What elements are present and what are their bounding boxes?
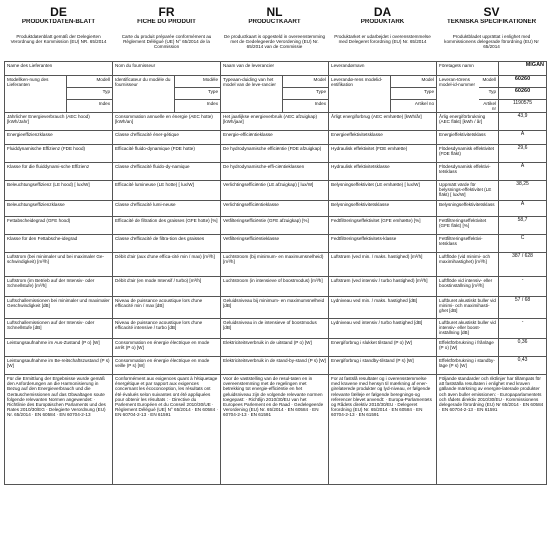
row-le-class	[5, 200, 547, 216]
label-type-de: Typ	[67, 87, 113, 99]
row-eec	[5, 130, 547, 144]
label-aec-fr: Consommation annuelle en énergie (AEC hotte) [kWh/an]	[113, 112, 221, 130]
row-gfe-class	[5, 234, 547, 252]
language-codes-row	[5, 6, 547, 19]
label-supplier-fr: Nom du fournisseur	[113, 61, 221, 75]
label-off-power-sv: Effektförbrukning i frånläge (P o) [W]	[437, 338, 499, 356]
value-eec: A	[499, 130, 547, 144]
label-le-sv: Uppmätt värde för belysnings-effektivitet (LE fläkt) [ lux/W]	[437, 180, 499, 200]
value-boost-airflow: -	[499, 276, 547, 296]
title-da: PRODUKTARK	[360, 19, 405, 25]
row-model	[5, 75, 547, 87]
label-boost-airflow-nl: Luchtstroom (in intensieve of boostmodus) [m³/h]	[221, 276, 329, 296]
label-le-class-de: Beleuchtungseffizienzklasse	[5, 200, 113, 216]
lang-code-sv: SV	[483, 6, 500, 19]
sv-model-subtable	[437, 76, 498, 112]
row-aec	[5, 112, 547, 130]
label-fde-da: Hydraulisk effektivitet (FDE emhætte)	[329, 144, 437, 162]
row-boost-noise	[5, 318, 547, 338]
label-type-sv: Typ	[479, 87, 498, 99]
label-gfe-sv: Fettfiltreringseffektivitet (GFE fläkt) [%]	[437, 216, 499, 234]
title-fr: FICHE DU PRODUIT	[137, 19, 196, 25]
label-gfe-class-fr: Classe d'efficacité de filtra-tion des graisses	[113, 234, 221, 252]
value-type: 60260	[499, 87, 547, 99]
label-aec-de: Jährlicher Energieverbrauch (AEC hood) [kWh/Jahr]	[5, 112, 113, 130]
row-standards-notes	[5, 374, 547, 484]
value-le: 38,25	[499, 180, 547, 200]
label-gfe-class-da: Fedtfiltreringseffektivitets-klasse	[329, 234, 437, 252]
row-boost-airflow	[5, 276, 547, 296]
value-gfe: 58,7	[499, 216, 547, 234]
label-eec-da: Energieeffektivitetsklasse	[329, 130, 437, 144]
label-type-fr: Type	[175, 87, 221, 99]
label-fde-class-de: Klasse für die fluiddynami-sche Effizienz	[5, 162, 113, 180]
label-model-sv: Modell	[479, 76, 498, 88]
label-le-class-da: Belysningseffektivitetsklasse	[329, 200, 437, 216]
label-aec-sv: Årlig energiförbrukning (AEC fläkt) [kWh / år]	[437, 112, 499, 130]
lang-code-de: DE	[50, 6, 67, 19]
value-standby-power: 0,43	[499, 356, 547, 374]
label-gfe-da: Fedtfiltreringseffektivitet (GFE emhætte) [%]	[329, 216, 437, 234]
label-supplier-sv: Företagets namn	[437, 61, 499, 75]
label-airflow-da: Luftstrøm (ved min. / maks. hastighed) [m³/h]	[329, 252, 437, 276]
label-index-de: Index	[67, 100, 113, 112]
row-gfe	[5, 216, 547, 234]
label-gfe-class-de: Klasse für den Fettabsche-idegrad	[5, 234, 113, 252]
label-noise-de: Luftschallemissionen bei minimaler und maximaler Geschwindigkeit [dB]	[5, 296, 113, 318]
label-airflow-de: Luftstrom (bei minimaler und bei maximaler Ge-schwindigkeit) [m³/h]	[5, 252, 113, 276]
subtitle-fr: Carte du produit préparée conformément au Règlement Délégué (UE) N° 65/2014 de la Commission	[121, 34, 212, 50]
title-de: PRODUKTDATEN-BLATT	[21, 19, 96, 25]
notes-nl: Voor de vaststelling van de resul-taten en in overeenstemming met de regelingen met betrekking tot energie-efficiëntie en het geluidsniveau zijn de volgende relevante normen toegepast: · Richtlijn 2010/30/EU van het Europees Parlement en de Raad · Gedelegeerde Verordening (EU) Nr. 65/2014 · EN 60584 · EN 60704-2-13 · EN 61591	[221, 374, 329, 484]
label-airflow-nl: Luchtstroom (bij minimum- en maximumsnelheid) [m³/h]	[221, 252, 329, 276]
label-noise-sv: Luftburet akustiskt buller vid minimi- och maximihasti-ghet [dB]	[437, 296, 499, 318]
lang-code-nl: NL	[266, 6, 283, 19]
label-off-power-de: Leistungsaufnahme im Aus-Zustand (P o) [W]	[5, 338, 113, 356]
value-fde-class: A	[499, 162, 547, 180]
row-noise	[5, 296, 547, 318]
label-airflow-sv: Luftflöde (vid minimi- och maximihastighet) [m³/h]	[437, 252, 499, 276]
label-noise-da: Lydniveau ved min. / maks. hastighed [dB]	[329, 296, 437, 318]
row-off-power	[5, 338, 547, 356]
lang-code-fr: FR	[158, 6, 175, 19]
label-boost-airflow-da: Luftstrøm (ved intensiv / turbo hastighed) [m³/h]	[329, 276, 437, 296]
label-le-class-nl: Verlichtingsefficiëntieklasse	[221, 200, 329, 216]
label-aec-nl: Het jaarlijkse energieverbruik (AEC afzuigkap) [kWh/jaar]	[221, 112, 329, 130]
row-fde	[5, 144, 547, 162]
label-gfe-fr: Efficacité de filtration des graisses (GFE hotte) [%]	[113, 216, 221, 234]
label-model-de: Modell	[67, 75, 113, 87]
label-fde-class-da: Hydraulisk effektivitetsklasse	[329, 162, 437, 180]
value-fde: 29,6	[499, 144, 547, 162]
label-standby-power-da: Energiforbrug i standby-tilstand (P s) [W]	[329, 356, 437, 374]
label-off-power-da: Energiforbrug i slukket tilstand (P o) [W]	[329, 338, 437, 356]
label-type-nl: Type	[283, 87, 329, 99]
label-index-sv: Artikel nr	[483, 100, 497, 111]
label-supplier-de: Name des Lieferanten	[5, 61, 113, 75]
fiche-table	[4, 6, 547, 485]
value-index: 1190575	[499, 100, 547, 112]
label-model-fr: Modèle	[175, 75, 221, 87]
label-fde-class-sv: Flödesdynamisk effektivi-tetsklass	[437, 162, 499, 180]
value-model: 60260	[499, 75, 547, 87]
notes-da: For at fastslå resultater og i overensstemmelse med kravene med hensyn til mærkning af ener-girelaterede produkter og lyd-niveau, er følgende relevante fælleje er følgende beregnings-og referencer blevet anvendt: · Europa-Parlamentets og Rådets direktiv 2010/30/EU · Delegeret forordning (EU) Nr. 65/2014 · EN 60584 · EN 60704-2-13 · EN 61591	[329, 374, 437, 484]
sv-model-cell	[437, 75, 499, 112]
label-standby-power-sv: Effektförbrukning i standby-läge (P s) [W]	[437, 356, 499, 374]
label-off-power-nl: Elektriciteitsverbruik in de uitstand (P o) [W]	[221, 338, 329, 356]
value-le-class: A	[499, 200, 547, 216]
label-noise-nl: Geluidsniveau bij minimum- en maximumsnelheid [dB]	[221, 296, 329, 318]
label-noise-fr: Niveau de puissance acoustique lors d'une efficacité min / max [dB]	[113, 296, 221, 318]
notes-de: Für die Ermittlung der Ergebnisse wurde gemäß den Anforderungen an die Harmonisierung in Bezug auf den Energieverbrauch und die Geräuschemissionen auf das Obwaltagen soute folgende relevanten Normen angewendet: · Richtlinie des Europäischen Parlaments und des Rates 2010/30/EG · Delegierte Verordnung (EU) Nr. 65/2014 · EN 60584 · EN 60704-2-13	[5, 374, 113, 484]
label-gfe-class-nl: Vetfilteringsefficiëntieklasse	[221, 234, 329, 252]
label-fde-nl: De hydrodynamische efficiëntie (FDE afzuigkap)	[221, 144, 329, 162]
label-gfe-class-sv: Fettfiltreringseffektivi-tetsklass	[437, 234, 499, 252]
label-fde-class-fr: Classe d'efficacité fluido-dy-namique	[113, 162, 221, 180]
label-fde-sv: Flödesdynamisk effektivitet (FDE fläkt)	[437, 144, 499, 162]
label-index-fr: Index	[175, 100, 221, 112]
label-type-da: Type	[391, 87, 437, 99]
label-eec-sv: Energieffektivitetsklass	[437, 130, 499, 144]
label-supplier-nl: Naam van de leverancier	[221, 61, 329, 75]
label-supplier-da: Leverandørnavn	[329, 61, 437, 75]
label-model-id-nl: Typeaan-duiding van het model van de leve-rancier	[221, 75, 283, 112]
value-airflow: 387 / 628	[499, 252, 547, 276]
label-model-id-de: Modellken-nung des Lieferanten	[5, 75, 67, 112]
notes-fr: Conformément aux exigences quant à l'étiquetage énergétique et par rapport aux exigences concernant les écoconception, les résultats ont été évalués selon suivantes ont été appliquées pour obtenir les résultats : · Directive du Parlement Européen et du Conseil 2010/30/UE · Règlement Délégué (UE) N° 65/2014 · EN 60584 · EN 60704-2-13 · EN 61591	[113, 374, 221, 484]
label-model-id-sv: Leveran-törens model-id-nummer	[439, 76, 476, 87]
subtitle-sv: Produktbladet upprättat i enlighet med kommissionens delegerade förordning (EU) Nr 65/2014	[444, 34, 539, 50]
label-model-id-da: Leverandø-rens modelid-entifikation	[329, 75, 391, 112]
value-gfe-class: C	[499, 234, 547, 252]
label-fde-fr: Efficacité fluido-dynamique (FDE hotte)	[113, 144, 221, 162]
notes-sv: Följande standarder och riktlinjer har tillämpats för att fastställa resultaten i enlighet med kraven gällande märkning av energire-laterade produkter och även buller emissionen: · Europaparlamentets och rådets direktiv 2010/30/EU · Kommissionens delegerade förordning (EU) Nr 65/2014 · EN 60584 · EN 60704-2-13 · EN 61591	[437, 374, 547, 484]
row-airflow	[5, 252, 547, 276]
label-le-nl: Verlichtingsefficiëntie (LE afzuigkap) [ lux/W]	[221, 180, 329, 200]
label-index-nl: Index	[283, 100, 329, 112]
subtitles-row	[5, 33, 547, 61]
title-nl: PRODUCTKAART	[248, 19, 301, 25]
label-le-class-sv: Belysningseffektivitetsklass	[437, 200, 499, 216]
label-eec-de: Energieeffizienzklasse	[5, 130, 113, 144]
label-boost-noise-de: Luftschallemissionen auf der Intensiv- oder Schnellstufe [dB]	[5, 318, 113, 338]
label-boost-airflow-sv: Luftflöde vid intensiv- eller boostinställning [m³/h]	[437, 276, 499, 296]
subtitle-de: Produktdatenblatt gemäß der Delegierten Verordnung der Kommission (EU) NR. 65/2014	[10, 34, 107, 45]
label-index-da: Artikel no	[391, 100, 437, 112]
label-standby-power-de: Leistungsaufnahme im Be-reitschaftszustand (P s) [W]	[5, 356, 113, 374]
value-noise: 57 / 68	[499, 296, 547, 318]
row-standby-power	[5, 356, 547, 374]
label-gfe-de: Fettabscheidegrad (GFE hood)	[5, 216, 113, 234]
label-eec-fr: Classe d'efficacité éner-gétique	[113, 130, 221, 144]
label-fde-class-nl: De hydrodynamische-effi-ciëntieklassen	[221, 162, 329, 180]
lang-code-da: DA	[373, 6, 392, 19]
label-boost-noise-da: Lydniveau ved intensiv / turbo hastighed [dB]	[329, 318, 437, 338]
row-supplier	[5, 61, 547, 75]
label-le-fr: Efficacité lumineuse (LE hotte) [ lux/W]	[113, 180, 221, 200]
label-model-nl: Model	[283, 75, 329, 87]
label-le-da: Belysningseffektivitet (LE emhætte) [ lux/W]	[329, 180, 437, 200]
value-off-power: 0,36	[499, 338, 547, 356]
label-boost-airflow-fr: Débit d'air (en mode Intensif / turbo) [m³/h]	[113, 276, 221, 296]
label-le-class-fr: Classe d'efficacité lumi-neuse	[113, 200, 221, 216]
value-supplier: MIGAN	[499, 61, 547, 75]
row-fde-class	[5, 162, 547, 180]
label-boost-airflow-de: Luftstrom (im Betrieb auf der Intensiv- oder Schnellstufe) [m³/h]	[5, 276, 113, 296]
titles-row	[5, 19, 547, 33]
label-standby-power-fr: Consommation en énergie électrique en mode veille (P s) [W]	[113, 356, 221, 374]
label-le-de: Beleuchtungseffizienz (LE hood) [ lux/W]	[5, 180, 113, 200]
subtitle-nl: De productkaart is opgesteld in overeenstemming met de Gedelegeerde Verordening (EU) Nr. 65/2014 van de Commissie	[223, 34, 326, 50]
label-gfe-nl: Vetfilteringsefficiëntie (GFE afzuigkap) [%]	[221, 216, 329, 234]
label-eec-nl: Energie-efficiëntieklasse	[221, 130, 329, 144]
title-sv: TEKNISKA SPECIFIKATIONER	[447, 19, 537, 25]
value-aec: 43,9	[499, 112, 547, 130]
label-model-id-fr: Identificateur du modèle du fournisseur	[113, 75, 175, 112]
subtitle-da: Produktarket er udarbejdet i overensstemmelse med Delegeret forordning (EU) Nr. 65/2014	[334, 34, 431, 45]
row-le	[5, 180, 547, 200]
label-standby-power-nl: Elektriciteitsverbruik in de stand-by-stand (P s) [W]	[221, 356, 329, 374]
label-aec-da: Årligt energiforbrug (AEC emhætte) [kWh/år]	[329, 112, 437, 130]
label-boost-noise-nl: Geluidsniveau in de intensieve of boostmodus [dB]	[221, 318, 329, 338]
label-boost-noise-sv: Luftburet akustiskt buller vid intensiv- eller boost-inställning [dB]	[437, 318, 499, 338]
label-off-power-fr: Consommation en énergie électrique en mode arrêt (P o) [W]	[113, 338, 221, 356]
value-boost-noise: -	[499, 318, 547, 338]
label-model-da: Model	[391, 75, 437, 87]
label-boost-noise-fr: Niveau de puissance acoustique lors d'une efficacité intensive / turbo [dB]	[113, 318, 221, 338]
label-airflow-fr: Débit d'air (aux d'une effica-cité min / max) [m³/h]	[113, 252, 221, 276]
label-fde-de: Fluiddynamische Effizienz (FDE hood)	[5, 144, 113, 162]
